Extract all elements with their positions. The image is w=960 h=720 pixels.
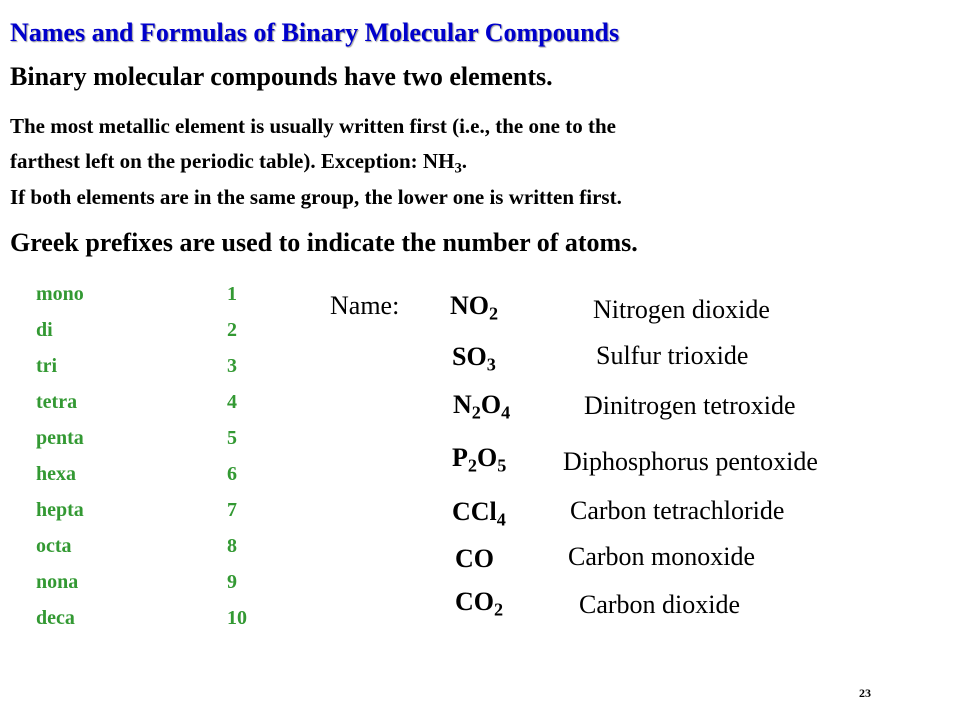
prefix-number: 3 bbox=[227, 355, 237, 377]
rule-line-2-text: farthest left on the periodic table). Exception: NH bbox=[10, 149, 455, 173]
prefix-row bbox=[36, 499, 296, 535]
prefix-number: 9 bbox=[227, 571, 237, 593]
compound-name-co: Carbon monoxide bbox=[568, 542, 756, 571]
prefix-number: 2 bbox=[227, 319, 237, 341]
compound-name-co2: Carbon dioxide bbox=[579, 590, 741, 619]
compound-name-p2o5: Diphosphorus pentoxide bbox=[563, 447, 818, 476]
prefix-name: hexa bbox=[36, 463, 76, 485]
formula-element: O bbox=[476, 443, 498, 472]
prefix-name: di bbox=[36, 319, 53, 341]
prefix-row bbox=[36, 355, 296, 391]
formula-element: O bbox=[480, 390, 502, 419]
compound-formula-ccl4 bbox=[452, 497, 506, 530]
slide-title: Names and Formulas of Binary Molecular Compounds bbox=[10, 18, 620, 47]
compound-formula-co bbox=[455, 544, 494, 574]
compound-formula-co2 bbox=[455, 587, 504, 620]
prefix-row bbox=[36, 535, 296, 571]
compound-name-n2o4: Dinitrogen tetroxide bbox=[584, 391, 796, 420]
formula-element: CCl bbox=[452, 497, 497, 526]
formula-element: SO bbox=[452, 342, 487, 371]
prefix-row bbox=[36, 391, 296, 427]
formula-subscript: 2 bbox=[489, 303, 499, 324]
rule-line-2-end: . bbox=[461, 149, 468, 173]
formula-subscript: 2 bbox=[494, 599, 504, 620]
intro-line: Binary molecular compounds have two elements. bbox=[10, 62, 553, 91]
formula-element: CO bbox=[455, 544, 494, 573]
formula-subscript: 4 bbox=[501, 402, 511, 423]
prefix-name: penta bbox=[36, 427, 84, 449]
prefix-name: hepta bbox=[36, 499, 84, 521]
prefix-name: octa bbox=[36, 535, 72, 557]
rule-line-1: The most metallic element is usually written first (i.e., the one to the bbox=[10, 114, 616, 138]
prefix-row bbox=[36, 283, 296, 319]
compound-formula-so3 bbox=[452, 342, 496, 375]
compound-formula-p2o5 bbox=[452, 443, 507, 476]
prefix-name: tetra bbox=[36, 391, 78, 413]
formula-subscript: 4 bbox=[496, 509, 506, 530]
compound-formula-n2o4 bbox=[453, 390, 511, 423]
compound-name-so3: Sulfur trioxide bbox=[596, 341, 749, 370]
prefix-row bbox=[36, 319, 296, 355]
greek-prefix-heading: Greek prefixes are used to indicate the number of atoms. bbox=[10, 228, 638, 257]
prefix-number: 5 bbox=[227, 427, 237, 449]
formula-element: NO bbox=[450, 291, 489, 320]
prefix-row bbox=[36, 607, 296, 643]
page-number: 23 bbox=[859, 686, 871, 700]
prefix-name: tri bbox=[36, 355, 58, 377]
formula-subscript: 2 bbox=[471, 402, 481, 423]
formula-subscript: 2 bbox=[467, 455, 477, 476]
formula-element: CO bbox=[455, 587, 494, 616]
prefix-number: 7 bbox=[227, 499, 237, 521]
prefix-number: 10 bbox=[227, 607, 247, 629]
formula-element: N bbox=[453, 390, 472, 419]
prefix-number: 4 bbox=[227, 391, 237, 413]
name-label: Name: bbox=[330, 291, 400, 320]
formula-element: P bbox=[452, 443, 468, 472]
prefix-row bbox=[36, 427, 296, 463]
rule-line-2-subscript: 3 bbox=[454, 160, 462, 177]
prefix-name: deca bbox=[36, 607, 75, 629]
prefix-number: 1 bbox=[227, 283, 237, 305]
prefix-row bbox=[36, 571, 296, 607]
compound-name-no2: Nitrogen dioxide bbox=[593, 295, 770, 324]
compound-name-ccl4: Carbon tetrachloride bbox=[570, 496, 785, 525]
prefix-name: mono bbox=[36, 283, 84, 305]
prefix-number: 6 bbox=[227, 463, 237, 485]
compound-formula-no2 bbox=[450, 291, 499, 324]
prefix-name: nona bbox=[36, 571, 79, 593]
prefix-number: 8 bbox=[227, 535, 237, 557]
prefix-row bbox=[36, 463, 296, 499]
formula-subscript: 3 bbox=[486, 354, 496, 375]
rule-line-2 bbox=[10, 149, 468, 177]
rule-line-3: If both elements are in the same group, the lower one is written first. bbox=[10, 185, 622, 209]
formula-subscript: 5 bbox=[497, 455, 507, 476]
